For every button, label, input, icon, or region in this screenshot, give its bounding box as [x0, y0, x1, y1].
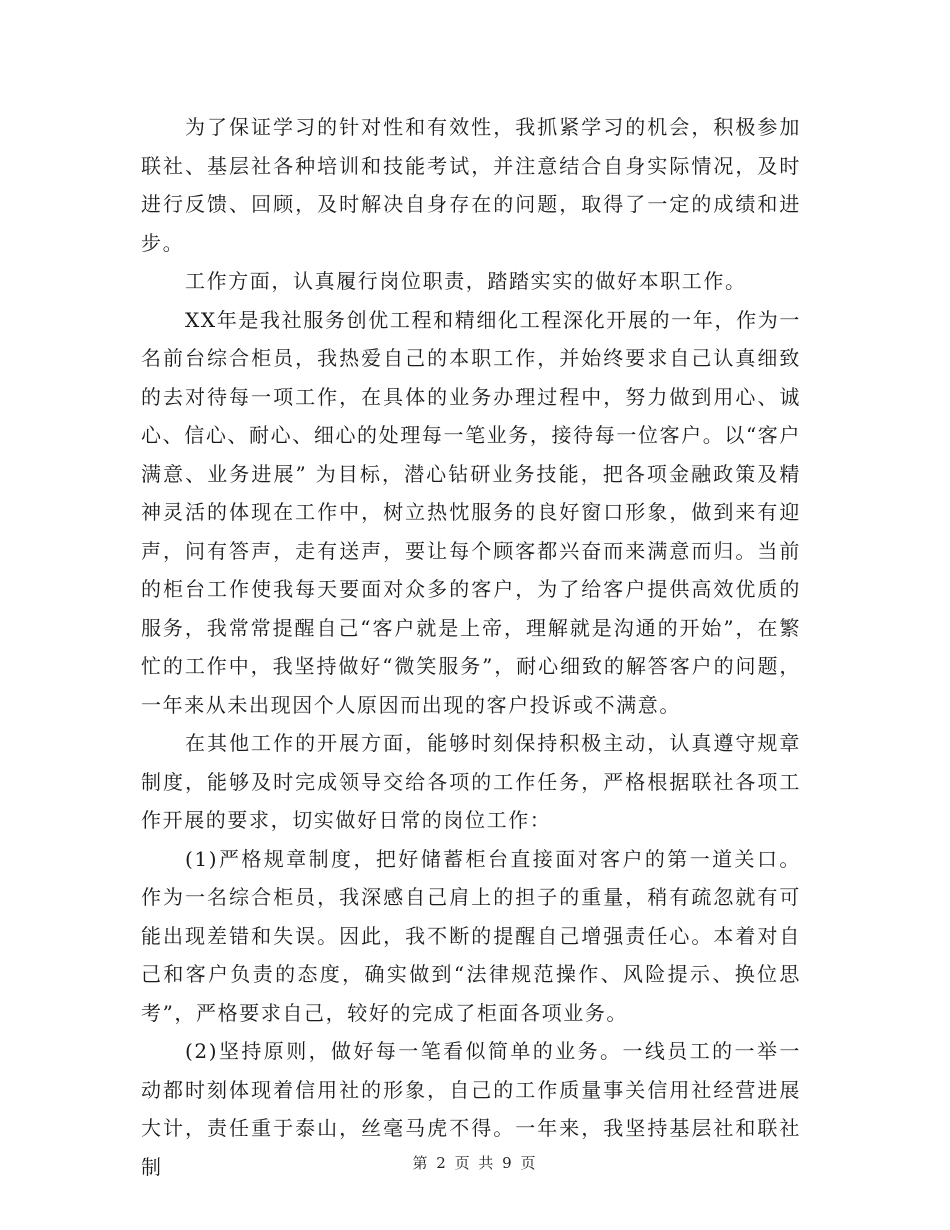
paragraph-2: 工作方面，认真履行岗位职责，踏踏实实的做好本职工作。	[185, 269, 747, 293]
paragraph-6: (2)坚持原则，做好每一笔看似简单的业务。一线员工的一举一动都时刻体现着信用社的形象，自己的工作质量事关信用社经营进展大计，责任重于泰山，丝毫马虎不得。一年来，我坚持基层社和联社制	[141, 1039, 801, 1179]
paragraph-5: (1)严格规章制度，把好储蓄柜台直接面对客户的第一道关口。作为一名综合柜员，我深感自己肩上的担子的重量，稍有疏忽就有可能出现差错和失误。因此，我不断的提醒自己增强责任心。本着对自己和客户负责的态度，确实做到“法律规范操作、风险提示、换位思考”，严格要求自己，较好的完成了柜面各项业务。	[141, 846, 801, 1025]
document-body	[141, 108, 801, 1186]
paragraph-3: XX年是我社服务创优工程和精细化工程深化开展的一年，作为一名前台综合柜员，我热爱自己的本职工作，并始终要求自己认真细致的去对待每一项工作，在具体的业务办理过程中，努力做到用心、诚心、信心、耐心、细心的处理每一笔业务，接待每一位客户。以“客户满意、业务进展” 为目标，潜心钻研业务技能，把各项金融政策及精神灵活的体现在工作中，树立热忱服务的良好窗口形象，做到来有迎声，问有答声，走有送声，要让每个顾客都兴奋而来满意而归。当前的柜台工作使我每天要面对众多的客户，为了给客户提供高效优质的服务，我常常提醒自己“客户就是上帝，理解就是沟通的开始”，在繁忙的工作中，我坚持做好“微笑服务”，耐心细致的解答客户的问题，一年来从未出现因个人原因而出现的客户投诉或不满意。	[141, 307, 801, 717]
paragraph-4: 在其他工作的开展方面，能够时刻保持积极主动，认真遵守规章制度，能够及时完成领导交给各项的工作任务，严格根据联社各项工作开展的要求，切实做好日常的岗位工作：	[141, 731, 801, 832]
paragraph-1: 为了保证学习的针对性和有效性，我抓紧学习的机会，积极参加联社、基层社各种培训和技能考试，并注意结合自身实际情况，及时进行反馈、回顾，及时解决自身存在的问题，取得了一定的成绩和进步。	[141, 115, 801, 255]
page-footer	[0, 1152, 950, 1173]
page-number: 第 2 页 共 9 页	[412, 1154, 538, 1172]
